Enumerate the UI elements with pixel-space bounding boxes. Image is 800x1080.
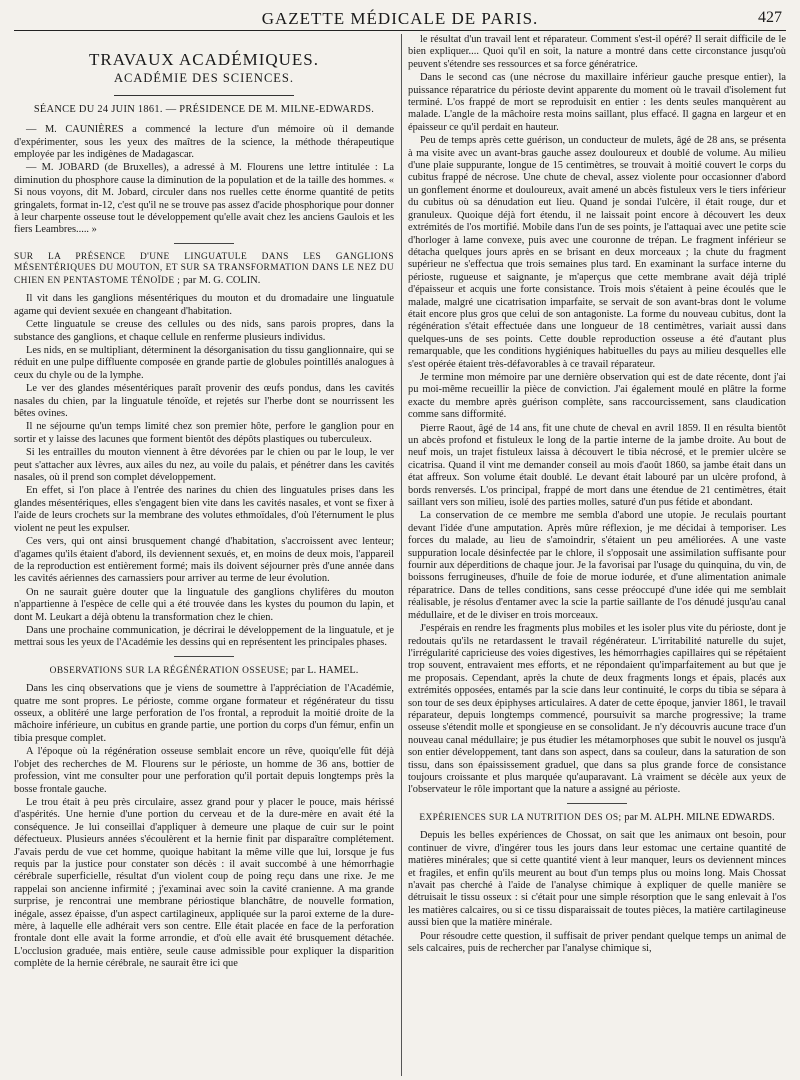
- page-header: [14, 6, 786, 31]
- separator: [174, 243, 234, 244]
- paragraph: J'espérais en rendre les fragments plus mobiles et les isoler plus vite du périoste, dont je redoutais qu'ils ne retardassent le travail régénérateur. L'irritabilité naturelle du sujet, l'irrégularité capricieuse des voies digestives, les hémorrhagies capillaires qui se répétaient trop souvent, entravaient mes efforts, et ne répondaient qu'imparfaitement au but que je me proposais. Cependant, après la chute de deux fragments longs et épais, placés aux extrémités opposées, entamés par la scie dans leur continuité, le corps du tibia se sépara à son tour de ses deux épiphyses articulaires. A dater de cette époque, janvier 1861, le travail réparateur, depuis longtemps commencé, poursuivit sa marche progressive; la trame osseuse s'étendit molle et spongieuse en se consolidant. Je n'y découvris aucune trace d'un nouveau canal médullaire; je pus étudier les métamorphoses que subit le nouvel os jusqu'à son entier développement, tant dans son aspect, dans sa couleur, dans la saturation de son tissu, dans son épaississement graduel, que dans sa plus grande force de consistance toujours croissante et plus marquée qu'auparavant. Là vraiment se décèle aux yeux de l'observateur le rôle important que la nature a assigné au périoste.: [408, 623, 786, 796]
- linguatule-author: par M. G. COLIN.: [182, 274, 261, 286]
- nutrition-heading: [408, 812, 786, 825]
- paragraph: Depuis les belles expériences de Chossat, on sait que les animaux ont besoin, pour continuer de vivre, d'ingérer tous les jours dans leur estomac une certaine quantité de matières minérales; que si cette quantité vient à leur manquer, leurs os deviennent minces et fragiles, et enfin qu'ils meurent au bout d'un temps plus ou moins long. Mais Chossat n'avait pas cherché à l'aide de l'analyse chimique à expliquer de quelle manière se détruisait le tissu osseux : si c'était pour une simple résorption que le sang enlevait à l'os les matières calcaires, ou si ce tissu disparaissait de toutes pièces, la matière cartilagineuse aussi bien que la matière minérale.: [408, 830, 786, 929]
- paragraph: A l'époque où la régénération osseuse semblait encore un rêve, quoiqu'elle fût déjà l'objet des recherches de M. Flourens sur le périoste, un homme de 36 ans, bottier de profession, vint me consulter pour une perforation qu'il portait depuis longtemps près la bosse frontale gauche.: [14, 746, 394, 795]
- paragraph: Le ver des glandes mésentériques paraît provenir des œufs pondus, dans les cavités nasales du chien, par la linguatule ténoïde, et rejetés sur l'herbe dont se nourrissent les bêtes ovines.: [14, 383, 394, 420]
- paragraph: Il vit dans les ganglions mésentériques du mouton et du dromadaire une linguatule agame qui devient sexuée en changeant d'habitation.: [14, 293, 394, 317]
- paragraph: Si les entrailles du mouton viennent à être dévorées par le chien ou par le loup, le ver peut s'attacher aux lèvres, aux ailes du nez, au voile du palais, et pénétrer dans les cavités nasales, où il prend son complet développement.: [14, 447, 394, 484]
- academy-title: ACADÉMIE DES SCIENCES.: [114, 71, 294, 86]
- paragraph: Il ne séjourne qu'un temps limité chez son premier hôte, perfore le ganglion pour en sortir et y laisse des lacunes que forment bientôt des dépôts plastiques ou tuberculeux.: [14, 421, 394, 445]
- paragraph: Pierre Raout, âgé de 14 ans, fit une chute de cheval en avril 1859. Il en résulta bientôt un abcès profond et fistuleux le long de la partie interne de la jambe droite. Au bout de neuf mois, un trajet fistuleux laissa à découvert le tibia nécrosé, et le premier ulcère se cicatrisa. Quand il vint me demander conseil au mois d'août 1860, sa jambe était dans un état affreux. Son volume était doublé. Le devant était labouré par un ulcère profond, à bords renversés. L'os principal, frappé de mort dans une étendue de 21 centimètres, était saillant vers son milieu, isolé des parties molles, saturé d'un pus fétide et abondant.: [408, 422, 786, 509]
- journal-title: GAZETTE MÉDICALE DE PARIS.: [261, 9, 539, 28]
- columns: [14, 34, 786, 1076]
- paragraph: Peu de temps après cette guérison, un conducteur de mulets, âgé de 28 ans, se présenta à ma visite avec un avant-bras gauche assez douloureux et doublé de volume. Au milieu d'une plaie suppurante, longue de 15 centimètres, se trouvait à moitié couvert le corps du cubitus frappé de nécrose. Une chute de cheval, assez violente pour occasionner d'abord un gonflement énorme et douloureux, avait amené un abcès fistuleux vers le tiers inférieur du cubitus où sa dénudation eut lieu. Quand je sondai l'ulcère, il était rouge, dur et granuleux. Quoique déjà fort étendu, il ne laissait point encore à découvert les deux extrémités de l'os mortifié. Mobile dans l'un de ses points, je l'attaquai avec une petite scie d'horloger à lame convexe, puis avec une couronne de trépan. Le fragment inférieur se détacha quelques jours après en se brisant en deux morceaux ; la chute du fragment supérieur ne s'effectua que trois semaines plus tard. En examinant la surface interne du périoste, rugueuse et saignante, je m'aperçus que cette membrane avait déjà triplé d'épaisseur et acquis une forte consistance. Trois mois s'étaient à peine écoulés que le malade, malgré une cicatrisation imparfaite, se servait de son avant-bras dont le volume était encore plus gros que celui de son antagoniste. La forme du nouveau cubitus, dont la régénération s'était effectuée dans une longueur de 18 centimètres, variait aussi dans quelques-uns de ses points. Cette double reproduction osseuse a été d'autant plus remarquable, que les conditions hygiéniques habituelles du pays au milieu desquelles elle s'est opérée étaient très-défavorables à ce travail réparateur.: [408, 135, 786, 370]
- paragraph: Dans une prochaine communication, je décrirai le développement de la linguatule, et je mettrai sous les yeux de l'Académie les dessins qui en représentent les principales phases.: [14, 624, 394, 649]
- paragraph: La conservation de ce membre me sembla d'abord une utopie. Je reculais pourtant devant l'idée d'une amputation. Après mûre réflexion, je me décidai à temporiser. Les forces du malade, au lieu de s'amoindrir, s'étaient un peu améliorées. A une vaste suppuration locale désinfectée par le chlore, il s'opposait une assimilation suffisante pour fournir aux déperditions de chaque jour. Je la favorisai par l'usage du quinquina, du vin, de boissons ferrugineuses, d'huile de foie de morue iodurée, et d'une alimentation animale réparatrice. Dans de telles conditions, sans cesse préoccupé d'une idée qui me semblait réalisable, je résolus d'entamer avec la scie la partie saillante de l'os dénudé jusqu'au canal médullaire, et de le diviser en trois morceaux.: [408, 510, 786, 621]
- title-rule: [114, 95, 294, 96]
- paragraph: Dans les cinq observations que je viens de soumettre à l'appréciation de l'Académie, quatre me sont propres. Le périoste, comme organe formateur et régénérateur du tissu osseux, a oblitéré une large perforation de l'os frontal, a reproduit la moitié droite de la mâchoire inférieure, un cubitus en grande partie, une portion du corps d'un fémur, enfin un tibia presque complet.: [14, 683, 394, 744]
- paragraph: — M. JOBARD (de Bruxelles), a adressé à M. Flourens une lettre intitulée : La diminution du phosphore cause la diminution de la population et de la taille des hommes. « Si nous voyons, dit M. Jobard, circuler dans nos ruelles cette énorme quantité de petits gringalets, format in-12, c'est qu'il ne se trouve pas assez d'acide phosphorique pour donner à leur charpente osseuse tout le développement qu'elle avait chez les anciens Gaulois et les fiers Leambres..... »: [14, 162, 394, 236]
- linguatule-heading-text: SUR LA PRÉSENCE D'UNE LINGUATULE DANS LES GANGLIONS MÉSENTÉRIQUES DU MOUTON, ET SUR SA TRANSFORMATION DANS LE NEZ DU CHIEN EN PENTASTOME TÉNOÏDE ;: [14, 251, 394, 286]
- left-column: [14, 34, 394, 1076]
- regeneration-heading-text: OBSERVATIONS SUR LA RÉGÉNÉRATION OSSEUSE;: [49, 665, 289, 676]
- paragraph: On ne saurait guère douter que la linguatule des ganglions chylifères du mouton n'appartienne à l'espèce de celle qui a été trouvée dans les kystes du poumon du lapin, et dont M. Leukart a déjà obtenu la transformation chez le chien.: [14, 586, 394, 623]
- regeneration-author: par L. HAMEL.: [291, 664, 359, 676]
- linguatule-article: [14, 293, 394, 649]
- intro-block: [14, 124, 394, 237]
- right-column: [408, 34, 786, 1076]
- paragraph: En effet, si l'on place à l'entrée des narines du chien des linguatules prises dans les glandes mésentériques, elles s'engagent bien vite dans les cavités nasales, et vont se fixer à l'aide de leurs crochets sur la membrane des volutes ethmoïdales, d'où l'éternument le plus violent ne peut les expulser.: [14, 485, 394, 534]
- paragraph: Les nids, en se multipliant, déterminent la désorganisation du tissu ganglionnaire, qui se réduit en une pulpe diffluente composée en grande partie de globules pointillés analogues à ceux du chyle ou de la lymphe.: [14, 345, 394, 381]
- linguatule-heading: [14, 252, 394, 288]
- paragraph: — M. CAUNIÈRES a commencé la lecture d'un mémoire où il demande d'expérimenter, sous les yeux des maîtres de la science, la méthode thérapeutique employée par les indigènes de Madagascar.: [14, 124, 394, 161]
- separator: [567, 803, 627, 804]
- paragraph: Pour résoudre cette question, il suffisait de priver pendant quelque temps un animal de sels calcaires, puis de rechercher par l'analyse chimique si,: [408, 930, 786, 954]
- paragraph: Je termine mon mémoire par une dernière observation qui est de date récente, dont j'ai pu moi-même recueillir la pièce de conviction. J'ai également moulé en plâtre la forme exacte du membre après guérison complète, sans raccourcissement, sans claudication comme sans difformité.: [408, 371, 786, 421]
- paragraph: Le trou était à peu près circulaire, assez grand pour y placer le pouce, mais hérissé d'aspérités. Une hernie d'une portion du cerveau et de la dure-mère en avait été la conséquence. Je lui conseillai d'appliquer à demeure une plaque de cuir sur le point défectueux. Plusieurs années s'écoulèrent et la hernie finit par disparaître complétement. J'avais perdu de vue cet homme, quoique habitant la même ville que lui, lorsque je fus requis par la justice pour constater son décès : il avait succombé à une hémorrhagie cérébrale superficielle, résultat d'un violent coup de poing reçu dans une rixe. Je me rappelai son ancienne infirmité ; j'examinai avec soin la cavité cranienne. A ma grande surprise, je rencontrai une membrane périostique blanchâtre, de nouvelle formation, inégale, assez épaisse, d'un aspect cartilagineux, appliquée sur la paroi externe de la dure-mère, à laquelle elle adhérait vers son centre. Elle était placée en face de la perforation frontale dont elle avait la forme arrondie, et d'où elle avait été brusquement détachée. L'occlusion graduée, mais entière, seule cause admissible pour expliquer la disparition complète de la hernie cérébrale, ne saurait être ici que: [14, 796, 394, 970]
- regeneration-heading: [14, 665, 394, 678]
- paragraph: Cette linguatule se creuse des cellules ou des nids, sans parois propres, dans la substance des ganglions, et chaque cellule en renferme plusieurs individus.: [14, 319, 394, 343]
- paragraph: Dans le second cas (une nécrose du maxillaire inférieur gauche presque entier), la puissance réparatrice du périoste devint apparente du moment où le travail d'isolement fut terminé. L'os frappé de mort se reproduisit en entier : les dents seules manquèrent au malade. L'angle de la mâchoire resta moins saillant, plus effacé. Il gagna en largeur et en épaisseur ce qu'il perdait en hauteur.: [408, 72, 786, 133]
- nutrition-article: [408, 830, 786, 955]
- paragraph: Ces vers, qui ont ainsi brusquement changé d'habitation, s'accroissent avec lenteur; d'agames qu'ils étaient d'abord, ils deviennent sexués, et, en moins de deux mois, l'appareil de la reproduction est entièrement formé; mais ils doivent séjourner près d'une année dans les cavités aériennes des carnassiers pour arriver au terme de leur évolution.: [14, 536, 394, 585]
- regeneration-continued: [408, 34, 786, 797]
- separator: [174, 656, 234, 657]
- seance-line: SÉANCE DU 24 JUIN 1861. — PRÉSIDENCE DE M. MILNE-EDWARDS.: [33, 103, 375, 115]
- nutrition-author: par M. ALPH. MILNE EDWARDS.: [624, 811, 775, 823]
- page-number: 427: [758, 9, 782, 26]
- regeneration-article: [14, 683, 394, 970]
- section-title: TRAVAUX ACADÉMIQUES.: [88, 50, 319, 69]
- nutrition-heading-text: EXPÉRIENCES SUR LA NUTRITION DES OS;: [419, 812, 622, 823]
- paragraph: le résultat d'un travail lent et réparateur. Comment s'est-il opéré? Il serait difficile de le bien expliquer.... Quoi qu'il en soit, la nature a montré dans cette circonstance jusqu'où peuvent s'étendre ses ressources et sa force génératrice.: [408, 34, 786, 70]
